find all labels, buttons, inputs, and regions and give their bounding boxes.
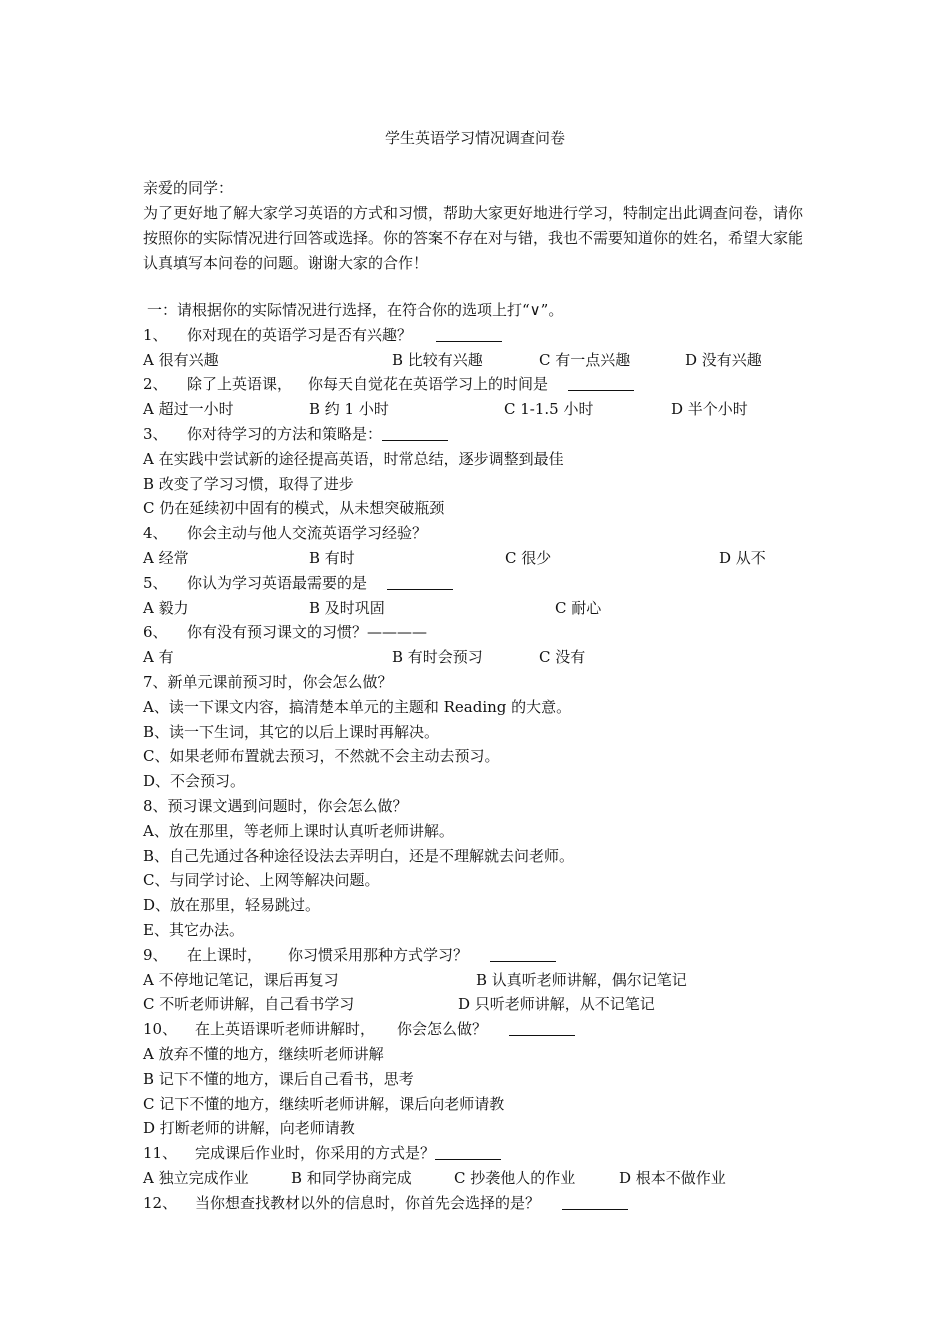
question-1-options — [143, 348, 813, 373]
question-4-options — [143, 546, 813, 571]
question-text: 你认为学习英语最需要的是 — [187, 571, 453, 596]
option-c[interactable]: C 仍在延续初中固有的模式，从未想突破瓶颈 — [143, 499, 445, 518]
question-11-options — [143, 1166, 813, 1191]
question-9-options-cd — [143, 992, 813, 1017]
question-7-option-a — [143, 695, 813, 720]
question-text: 完成课后作业时，你采用的方式是？ — [195, 1141, 501, 1166]
question-number: 1、 — [143, 325, 168, 344]
option-c[interactable]: C、如果老师布置就去预习，不然就不会主动去预习。 — [143, 747, 500, 766]
question-8-option-b — [143, 844, 813, 869]
option-a[interactable]: A 不停地记笔记，课后再复习 — [143, 970, 339, 989]
option-a[interactable]: A 在实践中尝试新的途径提高英语，时常总结，逐步调整到最佳 — [143, 449, 564, 468]
option-d[interactable]: D、放在那里，轻易跳过。 — [143, 896, 321, 915]
question-7-option-d — [143, 769, 813, 794]
option-b[interactable]: B 有时 — [309, 548, 355, 567]
option-c[interactable]: C 记下不懂的地方，继续听老师讲解，课后向老师请教 — [143, 1094, 505, 1113]
option-c[interactable]: C 耐心 — [555, 598, 602, 617]
option-a[interactable]: A、读一下课文内容，搞清楚本单元的主题和 Reading 的大意。 — [143, 697, 572, 716]
option-a[interactable]: A 有 — [143, 648, 174, 667]
section-heading: 一：请根据你的实际情况进行选择，在符合你的选项上打“∨”。 — [147, 301, 564, 319]
option-a[interactable]: A 毅力 — [143, 598, 189, 617]
question-3 — [143, 422, 813, 447]
question-5 — [143, 571, 813, 596]
option-a[interactable]: A 经常 — [143, 548, 189, 567]
option-b[interactable]: B、自己先通过各种途径设法去弄明白，还是不理解就去问老师。 — [143, 846, 575, 865]
option-d[interactable]: D 没有兴趣 — [685, 350, 762, 369]
question-text: 你对现在的英语学习是否有兴趣？ — [187, 323, 502, 348]
question-7-option-c — [143, 744, 813, 769]
option-c[interactable]: C 抄袭他人的作业 — [454, 1168, 576, 1187]
question-number: 3、 — [143, 424, 168, 443]
answer-blank[interactable] — [382, 425, 448, 441]
question-number: 5、 — [143, 573, 168, 592]
question-number: 9、 — [143, 945, 168, 964]
question-number: 4、 — [143, 524, 168, 543]
option-c[interactable]: C 很少 — [505, 548, 552, 567]
option-a[interactable]: A 超过一小时 — [143, 400, 234, 419]
option-c[interactable]: C 有一点兴趣 — [539, 350, 631, 369]
answer-blank[interactable] — [436, 326, 502, 342]
greeting: 亲爱的同学： — [143, 179, 234, 197]
answer-blank[interactable] — [435, 1144, 501, 1160]
question-7-option-b — [143, 720, 813, 745]
question-number: 11、 — [143, 1144, 178, 1163]
question-8-option-a — [143, 819, 813, 844]
question-8-option-d — [143, 893, 813, 918]
option-b[interactable]: B 记下不懂的地方，课后自己看书，思考 — [143, 1069, 414, 1088]
question-text: 7、新单元课前预习时，你会怎么做？ — [143, 672, 393, 691]
option-c[interactable]: C 没有 — [539, 648, 586, 667]
question-12 — [143, 1191, 813, 1216]
option-b[interactable]: B、读一下生词，其它的以后上课时再解决。 — [143, 722, 440, 741]
question-6 — [143, 620, 813, 645]
question-3-option-b — [143, 472, 813, 497]
question-text: 你会主动与他人交流英语学习经验？ — [187, 524, 428, 543]
option-b[interactable]: B 改变了学习习惯，取得了进步 — [143, 474, 354, 493]
option-a[interactable]: A、放在那里，等老师上课时认真听老师讲解。 — [143, 821, 454, 840]
section-heading-line — [143, 298, 813, 323]
option-c[interactable]: C 1-1.5 小时 — [504, 400, 594, 419]
question-9 — [143, 943, 813, 968]
option-a[interactable]: A 放弃不懂的地方，继续听老师讲解 — [143, 1044, 384, 1063]
question-10-option-a — [143, 1042, 813, 1067]
question-text: 在上课时， 你习惯采用那种方式学习？ — [187, 943, 556, 968]
question-number: 12、 — [143, 1193, 178, 1212]
option-c[interactable]: C 不听老师讲解，自己看书学习 — [143, 995, 355, 1014]
question-8 — [143, 794, 813, 819]
question-2-options — [143, 397, 813, 422]
question-text: 你对待学习的方法和策略是： — [187, 422, 448, 447]
option-c[interactable]: C、与同学讨论、上网等解决问题。 — [143, 871, 380, 890]
question-number: 2、 — [143, 375, 168, 394]
answer-blank[interactable] — [562, 1194, 628, 1210]
question-text: 在上英语课听老师讲解时， 你会怎么做？ — [195, 1017, 575, 1042]
option-b[interactable]: B 认真听老师讲解，偶尔记笔记 — [476, 970, 687, 989]
option-a[interactable]: A 独立完成作业 — [143, 1168, 249, 1187]
option-b[interactable]: B 及时巩固 — [309, 598, 385, 617]
question-text: 你有没有预习课文的习惯？———— — [187, 623, 428, 642]
intro-paragraph: 为了更好地了解大家学习英语的方式和习惯，帮助大家更好地进行学习，特制定出此调查问卷，请你按照你的实际情况进行回答或选择。你的答案不存在对与错，我也不需要知道你的姓名，希望大家能认真填写本问卷的问题。谢谢大家的合作！ — [143, 204, 804, 272]
option-d[interactable]: D 半个小时 — [671, 400, 748, 419]
option-b[interactable]: B 比较有兴趣 — [392, 350, 483, 369]
option-d[interactable]: D 打断老师的讲解，向老师请教 — [143, 1119, 355, 1138]
option-b[interactable]: B 约 1 小时 — [309, 400, 389, 419]
question-text: 除了上英语课， 你每天自觉花在英语学习上的时间是 — [187, 372, 634, 397]
option-a[interactable]: A 很有兴趣 — [143, 350, 219, 369]
question-text: 当你想查找教材以外的信息时，你首先会选择的是？ — [195, 1191, 628, 1216]
question-8-option-e — [143, 918, 813, 943]
question-10-option-b — [143, 1067, 813, 1092]
answer-blank[interactable] — [509, 1020, 575, 1036]
questionnaire — [143, 298, 813, 1215]
question-6-options — [143, 645, 813, 670]
question-7 — [143, 670, 813, 695]
question-10-option-c — [143, 1092, 813, 1117]
question-5-options — [143, 596, 813, 621]
question-4 — [143, 521, 813, 546]
question-2 — [143, 372, 813, 397]
option-e[interactable]: E、其它办法。 — [143, 920, 244, 939]
question-10-option-d — [143, 1116, 813, 1141]
question-number: 6、 — [143, 623, 168, 642]
question-3-option-c — [143, 496, 813, 521]
option-d[interactable]: D 只听老师讲解，从不记笔记 — [458, 995, 655, 1014]
question-11 — [143, 1141, 813, 1166]
question-10 — [143, 1017, 813, 1042]
question-1 — [143, 323, 813, 348]
option-d[interactable]: D 根本不做作业 — [619, 1168, 726, 1187]
answer-blank[interactable] — [490, 946, 556, 962]
question-number: 10、 — [143, 1020, 178, 1039]
page-title: 学生英语学习情况调查问卷 — [384, 129, 565, 147]
question-text: 8、预习课文遇到问题时，你会怎么做？ — [143, 796, 408, 815]
option-b[interactable]: B 和同学协商完成 — [291, 1168, 412, 1187]
option-d[interactable]: D、不会预习。 — [143, 772, 246, 791]
option-b[interactable]: B 有时会预习 — [392, 648, 483, 667]
answer-blank[interactable] — [568, 375, 634, 391]
question-8-option-c — [143, 868, 813, 893]
question-9-options-ab — [143, 968, 813, 993]
question-3-option-a — [143, 447, 813, 472]
answer-blank[interactable] — [387, 574, 453, 590]
option-d[interactable]: D 从不 — [719, 548, 766, 567]
intro-block — [143, 176, 813, 276]
